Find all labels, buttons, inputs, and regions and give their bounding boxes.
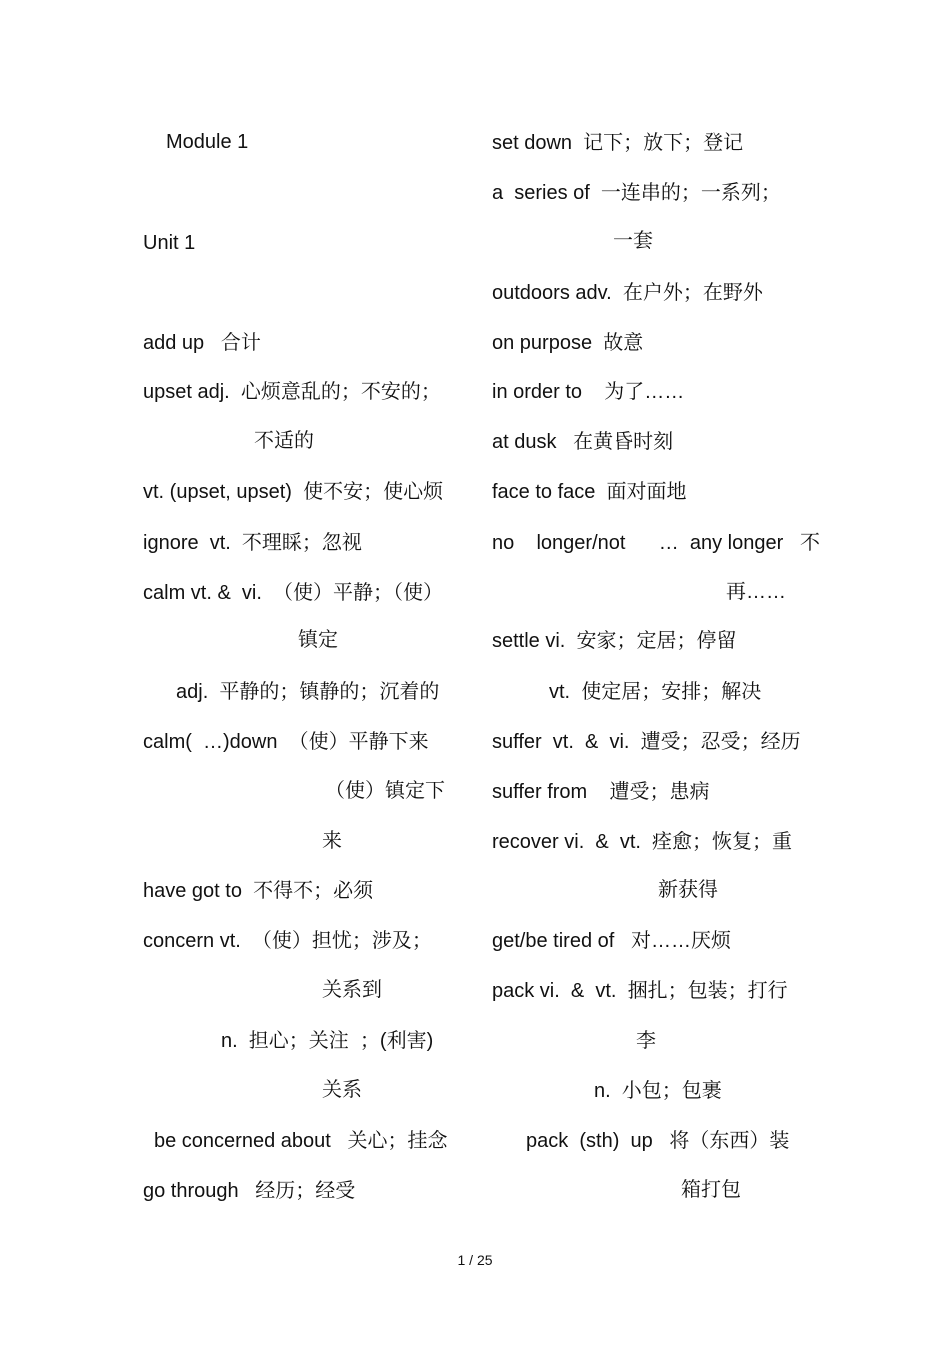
vocab-entry: at dusk 在黄昏时刻 xyxy=(492,431,674,453)
module-heading: Module 1 xyxy=(166,131,249,153)
vocab-entry: pack vi. & vt. 捆扎；包装；打行 xyxy=(492,980,788,1002)
vocab-entry: outdoors adv. 在户外；在野外 xyxy=(492,282,763,304)
vocab-entry-continuation: 来 xyxy=(322,830,342,852)
unit-heading: Unit 1 xyxy=(143,232,196,254)
vocab-entry: be concerned about 关心；挂念 xyxy=(154,1130,448,1152)
vocab-entry: in order to 为了…… xyxy=(492,381,685,403)
vocab-entry: upset adj. 心烦意乱的；不安的； xyxy=(143,381,441,403)
vocab-entry-continuation: 关系 xyxy=(322,1079,362,1101)
vocab-entry-sub: n. 担心；关注 ；(利害) xyxy=(221,1030,434,1052)
vocab-entry-continuation: 李 xyxy=(636,1030,656,1052)
vocab-entry: no longer/not … any longer 不 xyxy=(492,532,820,554)
vocab-entry: a series of 一连串的；一系列； xyxy=(492,182,781,204)
vocab-entry-continuation: 箱打包 xyxy=(681,1179,741,1201)
vocab-entry: get/be tired of 对……厌烦 xyxy=(492,930,731,952)
vocab-entry-continuation: 再…… xyxy=(726,581,786,603)
vocab-entry-continuation: （使）镇定下 xyxy=(325,780,445,802)
vocab-entry: suffer vt. & vi. 遭受；忍受；经历 xyxy=(492,731,801,753)
vocab-entry-sub: vt. 使定居；安排；解决 xyxy=(549,681,762,703)
vocab-entry: calm vt. & vi. （使）平静；（使） xyxy=(143,582,444,604)
vocab-entry-continuation: 不适的 xyxy=(254,430,314,452)
vocab-entry: set down 记下；放下；登记 xyxy=(492,132,744,154)
vocab-entry: ignore vt. 不理睬；忽视 xyxy=(143,532,362,554)
vocab-entry-sub: n. 小包；包裹 xyxy=(594,1080,722,1102)
vocab-entry: settle vi. 安家；定居；停留 xyxy=(492,630,737,652)
page-number: 1 / 25 xyxy=(457,1252,493,1268)
vocab-entry: vt. (upset, upset) 使不安；使心烦 xyxy=(143,481,444,503)
vocab-entry-sub: adj. 平静的；镇静的；沉着的 xyxy=(176,681,440,703)
vocab-entry: face to face 面对面地 xyxy=(492,481,687,503)
vocab-entry-continuation: 一套 xyxy=(613,230,653,252)
vocab-entry-sub: pack (sth) up 将（东西）装 xyxy=(526,1130,790,1152)
vocab-entry-continuation: 关系到 xyxy=(322,979,382,1001)
vocab-entry-continuation: 镇定 xyxy=(298,629,338,651)
vocab-entry-continuation: 新获得 xyxy=(658,879,718,901)
vocab-entry: go through 经历；经受 xyxy=(143,1180,356,1202)
vocab-entry: calm( …)down （使）平静下来 xyxy=(143,731,429,753)
vocab-entry: have got to 不得不；必须 xyxy=(143,880,374,902)
vocab-entry: concern vt. （使）担忧；涉及； xyxy=(143,930,432,952)
vocab-entry: suffer from 遭受；患病 xyxy=(492,781,710,803)
vocab-entry: on purpose 故意 xyxy=(492,332,644,354)
vocab-entry: recover vi. & vt. 痊愈；恢复；重 xyxy=(492,831,793,853)
vocab-entry: add up 合计 xyxy=(143,332,261,354)
